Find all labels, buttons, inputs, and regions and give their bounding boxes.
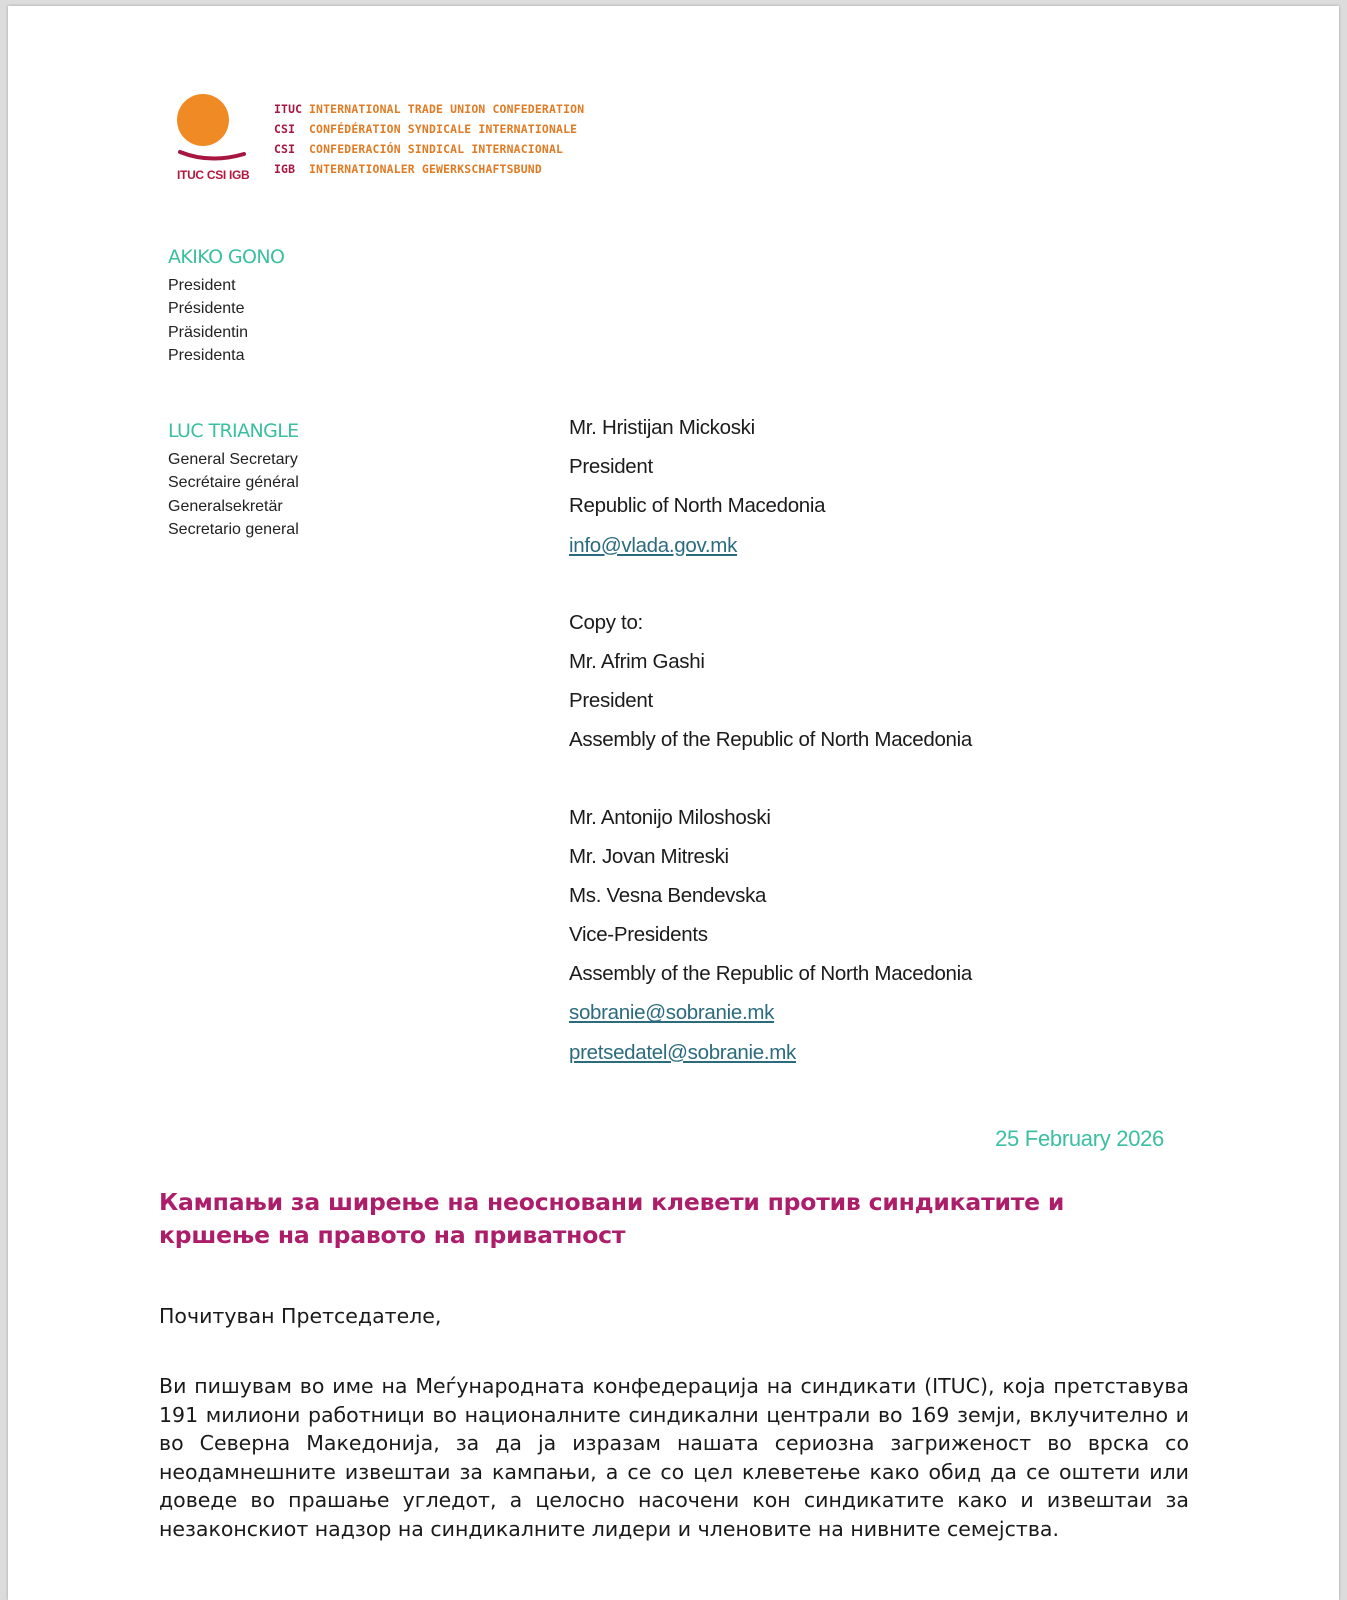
officer-title: Presidenta: [168, 346, 245, 364]
officer-title: President: [168, 277, 236, 294]
officer-general-secretary: [168, 420, 299, 541]
ituc-logo: [172, 94, 262, 190]
org-code: CSI: [274, 122, 296, 136]
org-code: CSI: [274, 142, 296, 156]
org-name: CONFÉDÉRATION SYNDICALE INTERNATIONALE: [309, 122, 578, 136]
org-code: IGB: [274, 162, 296, 176]
letter-page: [8, 6, 1339, 1600]
spacer: [569, 760, 972, 798]
officer-title: Präsidentin: [168, 323, 249, 341]
addressee-organization: Republic of North Macedonia: [569, 494, 826, 518]
addressee-organization: Assembly of the Republic of North Macedonia: [569, 728, 973, 752]
org-line: [274, 139, 584, 159]
org-line: [274, 159, 584, 179]
letter-subject: Кампањи за ширење на неосновани клевети против синдикатите и кршење на правото на приватност: [159, 1188, 1065, 1249]
address-block: [569, 408, 972, 1072]
org-name: INTERNATIONAL TRADE UNION CONFEDERATION: [309, 102, 585, 116]
officer-titles: [168, 274, 284, 367]
copy-to-label: Copy to:: [569, 610, 643, 634]
org-name: CONFEDERACIÓN SINDICAL INTERNACIONAL: [309, 142, 564, 156]
officer-title: Secretario general: [168, 520, 299, 538]
addressee-title: Vice-Presidents: [569, 923, 708, 947]
logo-caption: ITUC CSI IGB: [177, 168, 250, 182]
officer-title: Generalsekretär: [168, 497, 283, 515]
addressee-name: Mr. Jovan Mitreski: [569, 844, 729, 868]
org-code: ITUC: [274, 102, 303, 116]
officer-title: General Secretary: [168, 451, 298, 468]
officer-name: AKIKO GONO: [168, 246, 285, 268]
officer-president: [168, 246, 284, 367]
officer-name: LUC TRIANGLE: [168, 420, 299, 442]
org-line: [274, 119, 584, 139]
salutation: Почитуван Претседателе,: [159, 1304, 442, 1328]
letter-date: 25 February 2026: [995, 1126, 1164, 1151]
officer-title: Présidente: [168, 300, 245, 318]
org-name: INTERNATIONALER GEWERKSCHAFTSBUND: [309, 162, 542, 176]
organization-names: [274, 99, 584, 179]
addressee-name: Mr. Hristijan Mickoski: [569, 416, 755, 439]
addressee-title: President: [569, 689, 653, 713]
logo-sun-icon: [177, 94, 229, 146]
email-link[interactable]: sobranie@sobranie.mk: [569, 1001, 775, 1025]
addressee-organization: Assembly of the Republic of North Macedonia: [569, 962, 973, 986]
officer-title: Secrétaire général: [168, 474, 299, 492]
email-link[interactable]: pretsedatel@sobranie.mk: [569, 1040, 796, 1064]
addressee-title: President: [569, 455, 653, 479]
body-paragraph: Ви пишувам во име на Меѓународната конфедерација на синдикати (ITUC), која претставува 191 милиони работници во националните синдикални централи во 169 земји, вклучително и во Северна Македонија, за да ја изразам нашата сериозна загриженост во врска со неодамнешните извештаи за кампањи, а се со цел клеветење како обид да се оштети или доведе во прашање угледот, а целосно насочени кон синдикатите како и извештаи за незаконскиот надзор на синдикалните лидери и членовите на нивните семејства.: [159, 1374, 1189, 1541]
email-link[interactable]: info@vlada.gov.mk: [569, 533, 738, 557]
addressee-name: Mr. Afrim Gashi: [569, 649, 705, 673]
officer-titles: [168, 448, 299, 541]
spacer: [569, 565, 972, 603]
org-line: [274, 99, 584, 119]
addressee-name: Ms. Vesna Bendevska: [569, 883, 767, 907]
logo-smile-icon: [172, 146, 252, 168]
addressee-name: Mr. Antonijo Miloshoski: [569, 805, 771, 829]
